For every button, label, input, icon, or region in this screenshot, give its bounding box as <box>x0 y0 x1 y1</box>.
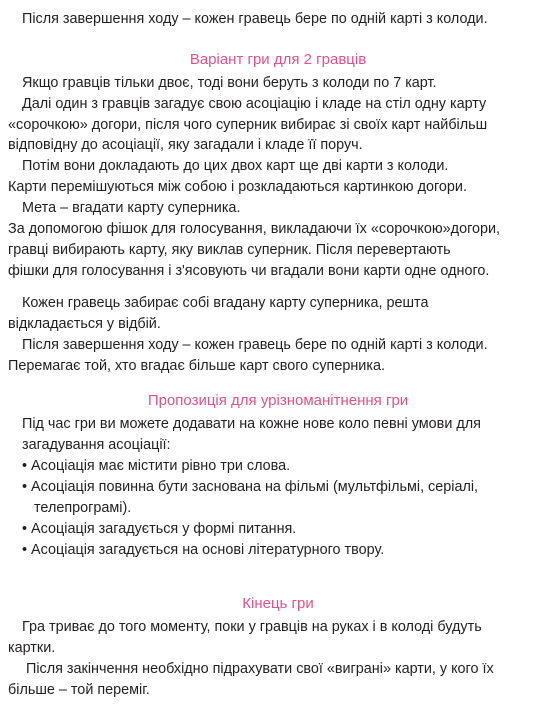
paragraph-line: фішки для голосування і з'ясовують чи вгадали вони карти одне одного. <box>8 263 490 279</box>
paragraph-line: Кожен гравець забирає собі вгадану карту суперника, решта <box>22 295 429 311</box>
paragraph-line: Гра триває до того моменту, поки у гравців на руках і в колоді будуть <box>22 619 482 635</box>
paragraph-line: Перемагає той, хто вгадає більше карт свого суперника. <box>8 358 385 374</box>
list-item <box>22 519 296 539</box>
section-heading-end: Кінець гри <box>242 595 314 612</box>
bullet-icon: • <box>22 458 28 474</box>
section-heading-variety: Пропозиція для урізноманітнення гри <box>147 392 409 409</box>
paragraph-line: відповідну до асоціації, яку загадали і кладе її поруч. <box>8 137 363 153</box>
paragraph-line: Якщо гравців тільки двоє, тоді вони беруть з колоди по 7 карт. <box>22 75 437 91</box>
bullet-icon: • <box>22 542 28 558</box>
paragraph-line: відкладається у відбій. <box>8 316 161 332</box>
list-item <box>22 477 478 497</box>
paragraph-line: картки. <box>8 640 56 656</box>
paragraph-line: більше – той переміг. <box>8 682 150 698</box>
paragraph-line: загадування асоціації: <box>22 437 171 453</box>
list-item-continuation: телепрограмі). <box>34 500 132 516</box>
paragraph-line: Під час гри ви можете додавати на кожне нове коло певні умови для <box>22 416 481 432</box>
list-item-text: Асоціація повинна бути заснована на фільмі (мультфільмі, серіалі, <box>31 479 479 495</box>
list-item-text: Асоціація загадується на основі літературного твору. <box>31 542 385 558</box>
paragraph-line: Потім вони докладають до цих двох карт ще дві карти з колоди. <box>22 158 449 174</box>
paragraph-line: Далі один з гравців загадує свою асоціацію і кладе на стіл одну карту <box>22 96 487 112</box>
paragraph-line: Мета – вгадати карту суперника. <box>22 200 241 216</box>
paragraph-line: За допомогою фішок для голосування, викладаючи їх «сорочкою»догори, <box>8 221 501 237</box>
paragraph-line: Карти перемішуються між собою і розкладаються картинкою догори. <box>8 179 467 195</box>
paragraph-line: «сорочкою» догори, після чого суперник вибирає зі своїх карт найбільш <box>8 117 488 133</box>
list-item-text: Асоціація має містити рівно три слова. <box>31 458 291 474</box>
list-item <box>22 456 290 476</box>
intro-line: Після завершення ходу – кожен гравець бере по одній карті з колоди. <box>22 11 488 27</box>
bullet-icon: • <box>22 521 28 537</box>
paragraph-line: Після закінчення необхідно підрахувати свої «виграні» карти, у кого їх <box>26 661 494 677</box>
paragraph-line: Після завершення ходу – кожен гравець бере по одній карті з колоди. <box>22 337 488 353</box>
section-heading-two-players: Варіант гри для 2 гравців <box>189 51 367 68</box>
bullet-icon: • <box>22 479 28 495</box>
list-item <box>22 540 384 560</box>
paragraph-line: гравці вибирають карту, яку виклав суперник. Після перевертають <box>8 242 451 258</box>
list-item-text: Асоціація загадується у формі питання. <box>31 521 297 537</box>
